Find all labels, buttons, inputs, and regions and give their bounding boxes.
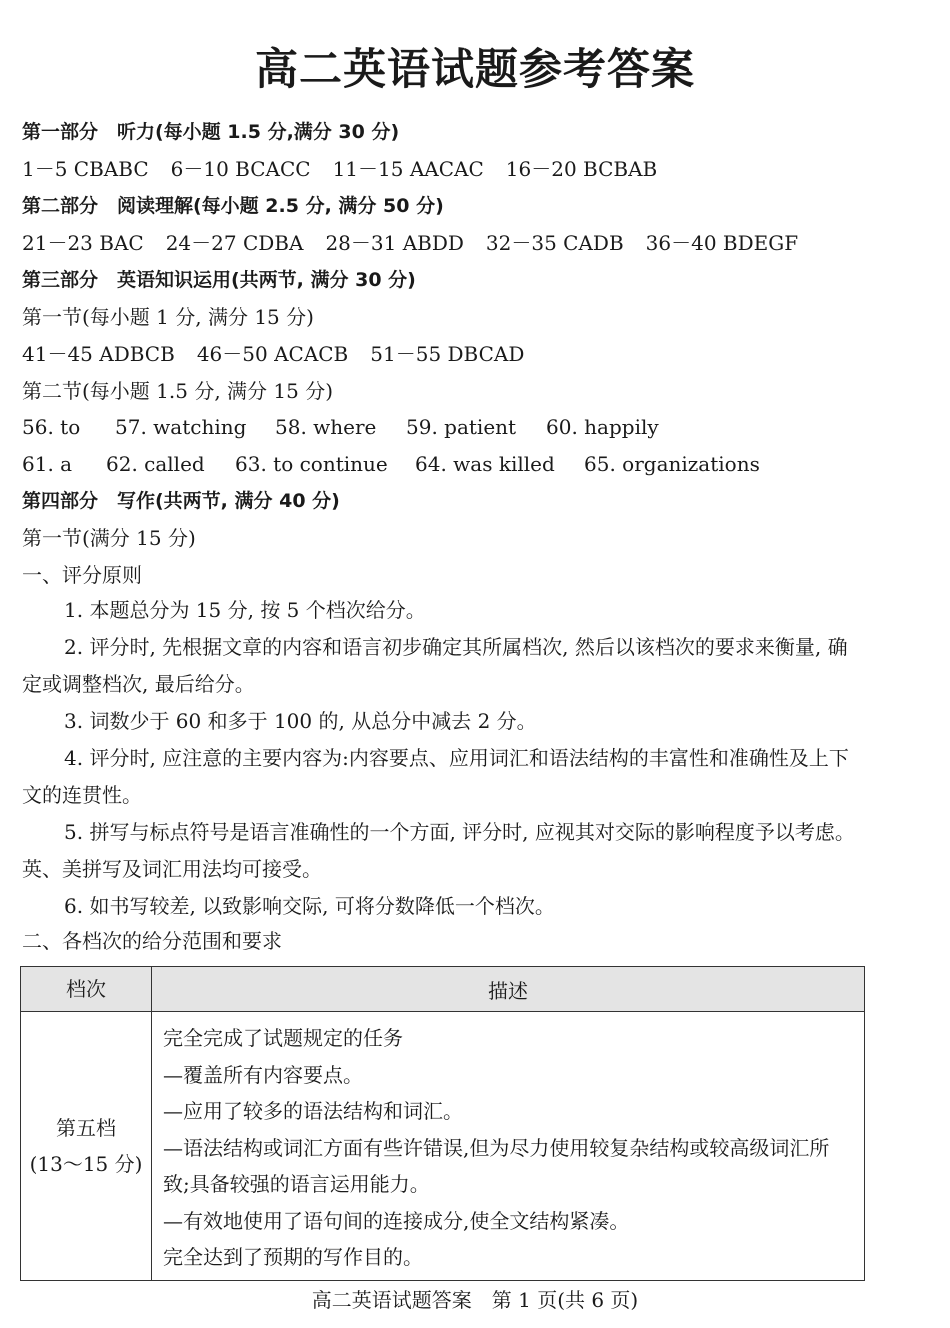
answer-group: 1－5 CBABC: [22, 157, 149, 181]
principle-item: 5. 拼写与标点符号是语言准确性的一个方面, 评分时, 应视其对交际的影响程度予以考虑。英、美拼写及词汇用法均可接受。: [22, 820, 855, 881]
fill-answer: 65. organizations: [584, 452, 760, 476]
level-name: 第五档: [56, 1115, 116, 1140]
part2-heading: 第二部分 阅读理解(每小题 2.5 分, 满分 50 分): [22, 195, 444, 217]
part2-answers: [22, 230, 820, 256]
answer-group: 28－31 ABDD: [325, 231, 464, 255]
answer-group: 11－15 AACAC: [332, 157, 484, 181]
part3-sec2-row1: [22, 414, 882, 440]
fill-answer: 61. a: [22, 452, 73, 476]
principle-item: 2. 评分时, 先根据文章的内容和语言初步确定其所属档次, 然后以该档次的要求来衡量, 确定或调整档次, 最后给分。: [22, 635, 848, 696]
principles-heading: 一、评分原则: [22, 563, 142, 587]
fill-answer: 57. watching: [115, 415, 247, 439]
part3-sec1-heading: 第一节(每小题 1 分, 满分 15 分): [22, 305, 314, 329]
fill-answer: 58. where: [275, 415, 377, 439]
principle-item: 4. 评分时, 应注意的主要内容为:内容要点、应用词汇和语法结构的丰富性和准确性及上下文的连贯性。: [22, 746, 849, 807]
description-line: 完全完成了试题规定的任务: [163, 1026, 403, 1050]
table-header-row: [21, 967, 865, 1012]
description-line: 完全达到了预期的写作目的。: [163, 1245, 423, 1269]
part1-heading: 第一部分 听力(每小题 1.5 分,满分 30 分): [22, 121, 400, 143]
page-title: 高二英语试题参考答案: [255, 45, 695, 95]
fill-answer: 64. was killed: [415, 452, 555, 476]
part4-heading: 第四部分 写作(共两节, 满分 40 分): [22, 490, 340, 512]
answer-group: 46－50 ACACB: [196, 342, 349, 366]
scoring-table: [20, 966, 865, 1281]
levels-heading: 二、各档次的给分范围和要求: [22, 929, 282, 953]
description-line: —语法结构或词汇方面有些许错误,但为尽力使用较复杂结构或较高级词汇所致;具备较强的语言运用能力。: [163, 1135, 830, 1196]
part1-answers: [22, 156, 679, 182]
description-line: —有效地使用了语句间的连接成分,使全文结构紧凑。: [163, 1208, 630, 1233]
answer-group: 36－40 BDEGF: [645, 231, 799, 255]
answer-group: 21－23 BAC: [22, 231, 144, 255]
column-header-description: 描述: [152, 967, 865, 1012]
answer-group: 32－35 CADB: [485, 231, 624, 255]
answer-group: 6－10 BCACC: [170, 157, 311, 181]
level-range: (13～15 分): [29, 1151, 143, 1176]
principle-item: 6. 如书写较差, 以致影响交际, 可将分数降低一个档次。: [64, 894, 555, 918]
fill-answer: 63. to continue: [235, 452, 388, 476]
fill-answer: 59. patient: [406, 415, 517, 439]
principle-item: 1. 本题总分为 15 分, 按 5 个档次给分。: [64, 598, 426, 622]
part3-sec1-answers: [22, 341, 546, 367]
part3-sec2-row2: [22, 451, 882, 477]
fill-answer: 60. happily: [546, 415, 659, 439]
page-footer: 高二英语试题答案 第 1 页(共 6 页): [311, 1288, 639, 1312]
part3-heading: 第三部分 英语知识运用(共两节, 满分 30 分): [22, 269, 416, 291]
answer-group: 24－27 CDBA: [165, 231, 304, 255]
description-line: —应用了较多的语法结构和词汇。: [163, 1099, 463, 1123]
table-row: [21, 1012, 865, 1281]
column-header-level: 档次: [21, 967, 152, 1012]
part4-sec1-heading: 第一节(满分 15 分): [22, 526, 196, 550]
answer-group: 41－45 ADBCB: [22, 342, 175, 366]
description-line: —覆盖所有内容要点。: [163, 1062, 363, 1087]
answer-group: 16－20 BCBAB: [505, 157, 658, 181]
part3-sec2-heading: 第二节(每小题 1.5 分, 满分 15 分): [22, 379, 334, 403]
description-cell: [152, 1012, 865, 1281]
principle-item: 3. 词数少于 60 和多于 100 的, 从总分中减去 2 分。: [64, 709, 537, 733]
answer-group: 51－55 DBCAD: [370, 342, 525, 366]
fill-answer: 56. to: [22, 415, 81, 439]
level-cell: [21, 1012, 152, 1281]
fill-answer: 62. called: [106, 452, 205, 476]
